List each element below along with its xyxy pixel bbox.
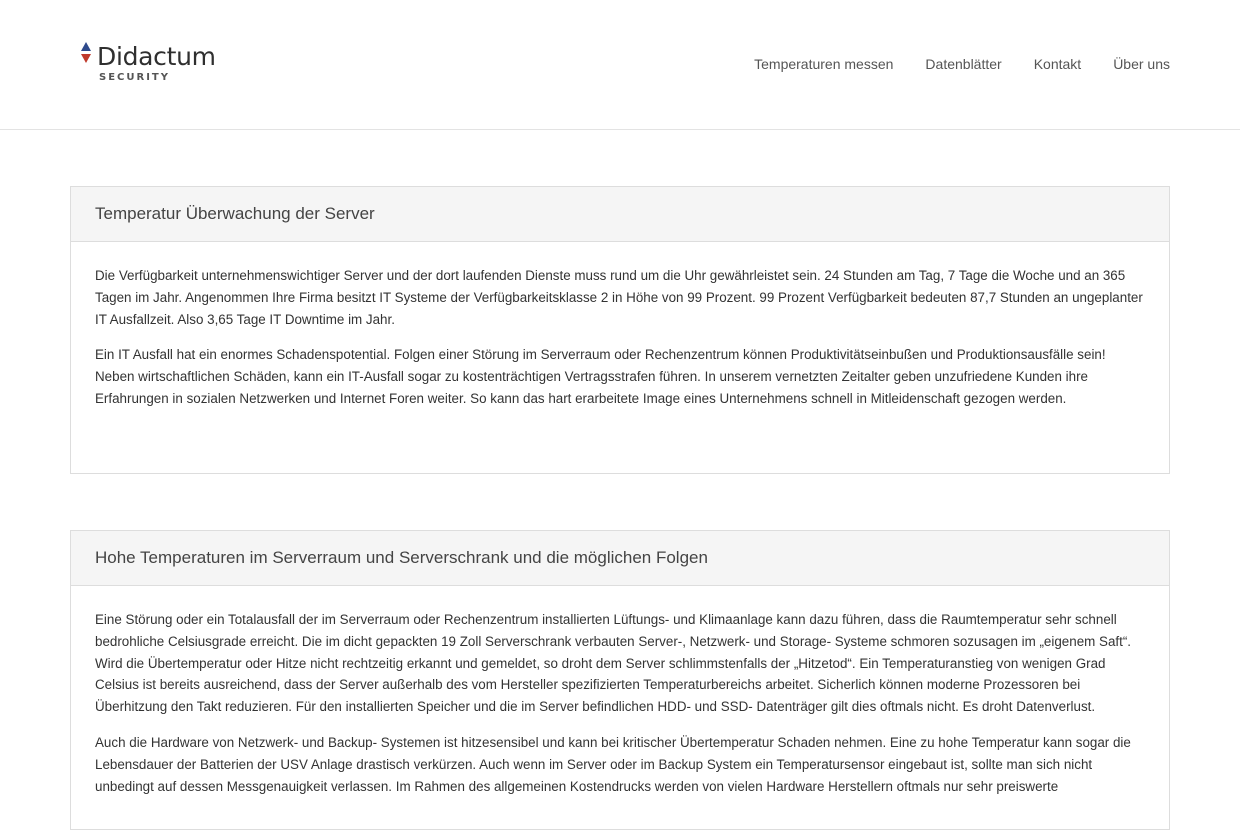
content-panel-temperature-monitoring [70, 186, 1170, 474]
nav-item-datenblaetter[interactable]: Datenblätter [925, 56, 1002, 72]
content-panel-high-temperatures [70, 530, 1170, 830]
paragraph: Auch die Hardware von Netzwerk- und Backup- Systemen ist hitzesensibel und kann bei kritischer Übertemperatur Schaden nehmen. Eine zu hohe Temperatur kann sogar die Lebensdauer der Batterien der USV Anlage drastisch verkürzen. Auch wenn im Server oder im Backup System ein Temperatursensor eingebaut ist, sollte man sich nicht unbedingt auf dessen Messgenauigkeit verlassen. Im Rahmen des allgemeinen Kostendrucks werden von vielen Hardware Herstellern oftmals nur sehr preiswerte [95, 734, 1131, 794]
nav-item-kontakt[interactable]: Kontakt [1033, 56, 1082, 72]
panel-body [71, 242, 1169, 444]
main-nav [754, 54, 1170, 74]
site-header [0, 0, 1240, 130]
panel-body [71, 586, 1169, 831]
paragraph: Ein IT Ausfall hat ein enormes Schadenspotential. Folgen einer Störung im Serverraum oder Rechenzentrum können Produktivitätseinbußen und Produktionsausfälle sein! Neben wirtschaftlichen Schäden, kann ein IT-Ausfall sogar zu kostenträchtigen Vertragsstrafen führen. In unserem vernetzten Zeitalter geben unzufriedene Kunden ihre Erfahrungen in sozialen Netzwerken und Internet Foren weiter. So kann das hart erarbeitete Image eines Unternehmens schnell in Mitleidenschaft gezogen werden. [95, 347, 1106, 406]
nav-item-temperaturen-messen[interactable]: Temperaturen messen [754, 56, 894, 72]
logo-wordmark: Didactum [97, 42, 216, 71]
panel-header [71, 187, 1169, 242]
didactum-logo-icon [80, 42, 92, 64]
nav-item-ueber-uns[interactable]: Über uns [1113, 56, 1170, 72]
panel-title: Temperatur Überwachung der Server [95, 204, 375, 223]
panel-header [71, 531, 1169, 586]
logo-subtitle: SECURITY [99, 72, 170, 83]
site-logo[interactable] [80, 40, 230, 86]
paragraph: Eine Störung oder ein Totalausfall der im Serverraum oder Rechenzentrum installierten Lüftungs- und Klimaanlage kann dazu führen, dass die Raumtemperatur sehr schnell bedrohliche Celsiusgrade erreicht. Die im dicht gepackten 19 Zoll Serverschrank verbauten Server-, Netzwerk- und Storage- Systeme schmoren sozusagen im „eigenem Saft“. Wird die Übertemperatur oder Hitze nicht rechtzeitig erkannt und gemeldet, so droht dem Server schlimmstenfalls der „Hitzetod“. Ein Temperaturanstieg von wenigen Grad Celsius ist bereits ausreichend, dass der Server außerhalb des vom Hersteller spezifizierten Temperaturbereichs arbeitet. Sicherlich können moderne Prozessoren bei Überhitzung den Takt reduzieren. Für den installierten Speicher und die im Server befindlichen HDD- und SSD- Datenträger gilt dies oftmals nicht. Es droht Datenverlust. [95, 612, 1132, 715]
paragraph: Die Verfügbarkeit unternehmenswichtiger Server und der dort laufenden Dienste muss rund um die Uhr gewährleistet sein. 24 Stunden am Tag, 7 Tage die Woche und an 365 Tagen im Jahr. Angenommen Ihre Firma besitzt IT Systeme der Verfügbarkeitsklasse 2 in Höhe von 99 Prozent. 99 Prozent Verfügbarkeit bedeuten 87,7 Stunden an ungeplanter IT Ausfallzeit. Also 3,65 Tage IT Downtime im Jahr. [95, 268, 1143, 327]
panel-title: Hohe Temperaturen im Serverraum und Serverschrank und die möglichen Folgen [95, 548, 708, 567]
